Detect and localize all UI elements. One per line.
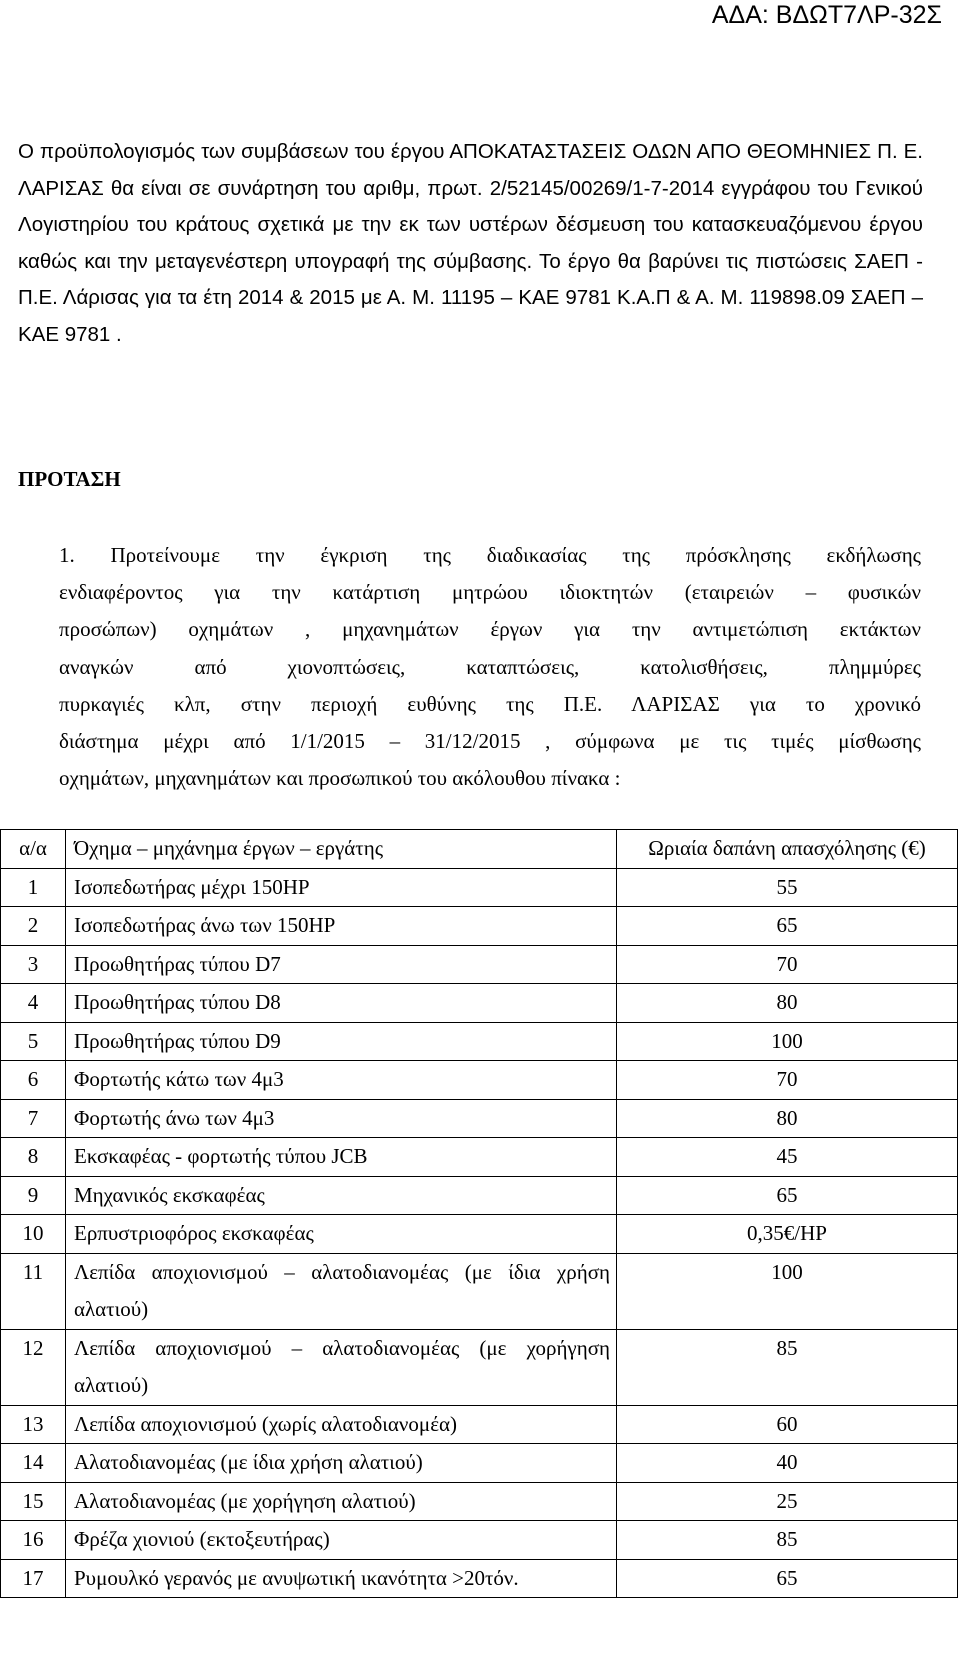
table-row [1, 1022, 958, 1061]
table-row [1, 1176, 958, 1215]
row-num: 17 [1, 1559, 66, 1598]
row-num: 4 [1, 984, 66, 1023]
row-num: 9 [1, 1176, 66, 1215]
row-num: 10 [1, 1215, 66, 1254]
table-row [1, 1329, 958, 1405]
proposal-line: διάστημα μέχρι από 1/1/2015 – 31/12/2015 , σύμφωνα με τις τιμές μίσθωσης [59, 729, 921, 754]
table-row [1, 1138, 958, 1177]
row-desc: Ρυμουλκό γερανός με ανυψωτική ικανότητα >20τόν. [66, 1559, 617, 1598]
row-num: 7 [1, 1099, 66, 1138]
row-cost: 0,35€/HP [617, 1215, 958, 1254]
proposal-item-1 [59, 537, 921, 797]
table-row [1, 1405, 958, 1444]
row-cost: 100 [617, 1022, 958, 1061]
document-id: ΑΔΑ: ΒΔΩΤ7ΛΡ-32Σ [711, 1, 942, 29]
row-desc: Φρέζα χιονιού (εκτοξευτήρας) [66, 1521, 617, 1560]
row-cost: 25 [617, 1482, 958, 1521]
row-num: 6 [1, 1061, 66, 1100]
row-cost: 65 [617, 907, 958, 946]
row-cost: 45 [617, 1138, 958, 1177]
row-num: 16 [1, 1521, 66, 1560]
row-desc: Αλατοδιανομέας (με ίδια χρήση αλατιού) [66, 1444, 617, 1483]
row-num: 5 [1, 1022, 66, 1061]
table-row [1, 1559, 958, 1598]
table-row [1, 984, 958, 1023]
proposal-line: οχημάτων, μηχανημάτων και προσωπικού του ακόλουθου πίνακα : [59, 766, 621, 791]
header-cost: Ωριαία δαπάνη απασχόλησης (€) [617, 830, 958, 869]
row-cost: 85 [617, 1329, 958, 1405]
row-desc: Ισοπεδωτήρας μέχρι 150HP [66, 868, 617, 907]
proposal-title: ΠΡΟΤΑΣΗ [18, 467, 121, 491]
row-cost: 40 [617, 1444, 958, 1483]
table-row [1, 1099, 958, 1138]
row-num: 8 [1, 1138, 66, 1177]
row-cost: 55 [617, 868, 958, 907]
proposal-line: προσώπων) οχημάτων , μηχανημάτων έργων για την αντιμετώπιση εκτάκτων [59, 617, 921, 642]
row-cost: 70 [617, 945, 958, 984]
row-cost: 85 [617, 1521, 958, 1560]
rates-table [0, 829, 958, 1598]
table-header-row [1, 830, 958, 869]
proposal-line: 1. Προτείνουμε την έγκριση της διαδικασίας της πρόσκλησης εκδήλωσης [59, 543, 921, 567]
table-row [1, 1521, 958, 1560]
row-desc: Ισοπεδωτήρας άνω των 150HP [66, 907, 617, 946]
row-cost: 65 [617, 1559, 958, 1598]
row-cost: 70 [617, 1061, 958, 1100]
row-num: 11 [1, 1253, 66, 1329]
row-cost: 80 [617, 984, 958, 1023]
row-desc: Φορτωτής κάτω των 4μ3 [66, 1061, 617, 1100]
row-desc: Λεπίδα αποχιονισμού – αλατοδιανομέας (με ίδια χρήση αλατιού) [66, 1253, 617, 1329]
row-num: 3 [1, 945, 66, 984]
table-row [1, 945, 958, 984]
table-row [1, 1253, 958, 1329]
intro-paragraph: Ο προϋπολογισμός των συμβάσεων του έργου ΑΠΟΚΑΤΑΣΤΑΣΕΙΣ ΟΔΩΝ ΑΠΟ ΘΕΟΜΗΝΙΕΣ Π. Ε. ΛΑΡΙΣΑΣ θα είναι σε συνάρτηση του αριθμ, πρωτ. 2/52145/00269/1-7-2014 εγγράφου του Γενικού Λογιστηρίου του κράτους σχετικά με την εκ των υστέρων δέσμευση του κατασκευαζόμενου έργου καθώς και την μεταγενέστερη υπογραφή της σύμβασης. Το έργο θα βαρύνει τις πιστώσεις ΣΑΕΠ - Π.Ε. Λάρισας για τα έτη 2014 & 2015 με Α. Μ. 11195 – ΚΑΕ 9781 Κ.Α.Π & Α. Μ. 119898.09 ΣΑΕΠ – ΚΑΕ 9781 . [18, 140, 923, 346]
row-desc: Ερπυστριοφόρος εκσκαφέας [66, 1215, 617, 1254]
table-row [1, 1061, 958, 1100]
proposal-line: αναγκών από χιονοπτώσεις, καταπτώσεις, κατολισθήσεις, πλημμύρες [59, 654, 921, 679]
row-num: 15 [1, 1482, 66, 1521]
row-desc: Προωθητήρας τύπου D9 [66, 1022, 617, 1061]
row-cost: 100 [617, 1253, 958, 1329]
row-num: 2 [1, 907, 66, 946]
row-num: 12 [1, 1329, 66, 1405]
header-desc: Όχημα – μηχάνημα έργων – εργάτης [66, 830, 617, 869]
table-row [1, 1482, 958, 1521]
row-num: 1 [1, 868, 66, 907]
row-desc: Μηχανικός εκσκαφέας [66, 1176, 617, 1215]
table-row [1, 1215, 958, 1254]
row-desc: Εκσκαφέας - φορτωτής τύπου JCB [66, 1138, 617, 1177]
row-num: 13 [1, 1405, 66, 1444]
row-cost: 80 [617, 1099, 958, 1138]
row-num: 14 [1, 1444, 66, 1483]
table-row [1, 1444, 958, 1483]
row-desc: Προωθητήρας τύπου D8 [66, 984, 617, 1023]
row-desc: Προωθητήρας τύπου D7 [66, 945, 617, 984]
header-num: α/α [1, 830, 66, 869]
table-row [1, 907, 958, 946]
row-desc: Αλατοδιανομέας (με χορήγηση αλατιού) [66, 1482, 617, 1521]
row-cost: 65 [617, 1176, 958, 1215]
table-row [1, 868, 958, 907]
row-desc: Λεπίδα αποχιονισμού – αλατοδιανομέας (με χορήγηση αλατιού) [66, 1329, 617, 1405]
row-cost: 60 [617, 1405, 958, 1444]
proposal-line: πυρκαγιές κλπ, στην περιοχή ευθύνης της Π.Ε. ΛΑΡΙΣΑΣ για το χρονικό [59, 691, 921, 716]
row-desc: Φορτωτής άνω των 4μ3 [66, 1099, 617, 1138]
row-desc: Λεπίδα αποχιονισμού (χωρίς αλατοδιανομέα) [66, 1405, 617, 1444]
proposal-line: ενδιαφέροντος για την κατάρτιση μητρώου ιδιοκτητών (εταιρειών – φυσικών [59, 580, 921, 605]
